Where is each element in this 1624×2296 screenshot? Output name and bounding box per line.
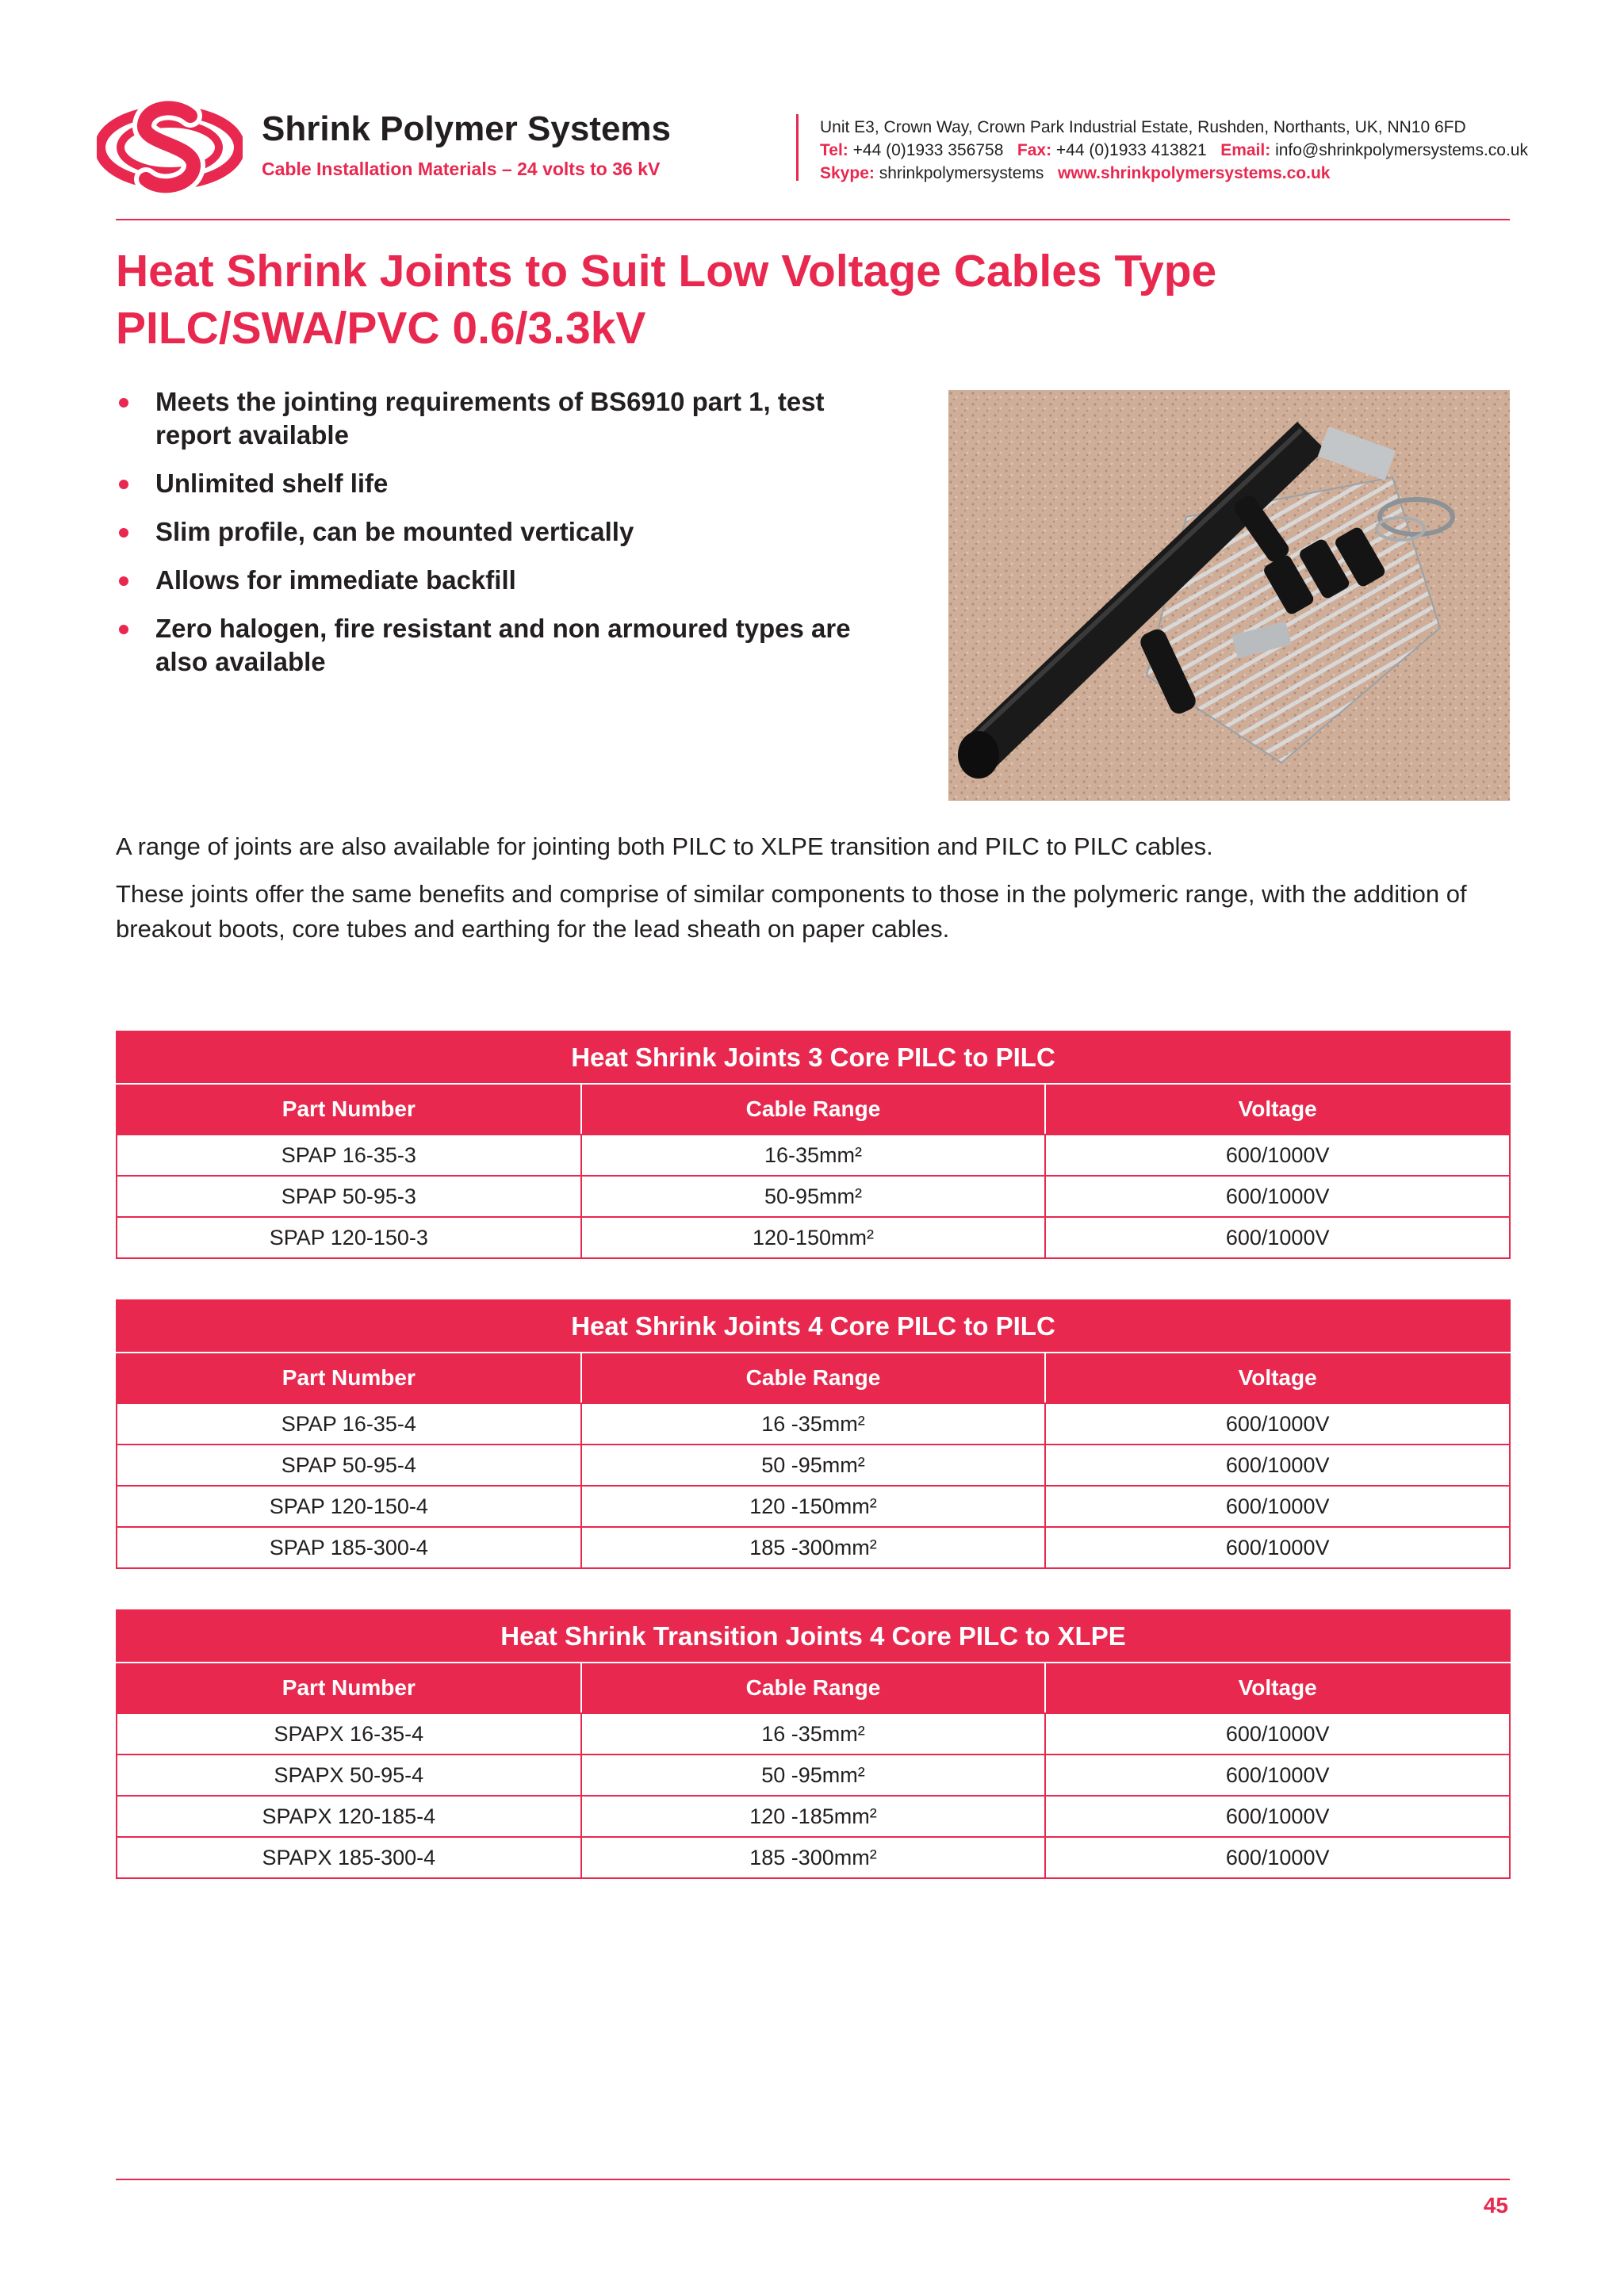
cell-cable-range: 120-150mm² (581, 1217, 1046, 1258)
table-caption: Heat Shrink Transition Joints 4 Core PILC to XLPE (117, 1610, 1510, 1663)
column-header-part-number: Part Number (117, 1084, 581, 1135)
skype-label: Skype: (820, 164, 875, 182)
spec-table-4-core-pilc (116, 1299, 1511, 1569)
feature-item: Unlimited shelf life (116, 467, 877, 500)
cell-part-number: SPAP 16-35-3 (117, 1135, 581, 1176)
cell-part-number: SPAP 16-35-4 (117, 1403, 581, 1445)
cell-part-number: SPAPX 16-35-4 (117, 1713, 581, 1755)
column-header-voltage: Voltage (1045, 1084, 1510, 1135)
website-link[interactable]: www.shrinkpolymersystems.co.uk (1057, 164, 1331, 182)
table-caption: Heat Shrink Joints 3 Core PILC to PILC (117, 1031, 1510, 1084)
cell-cable-range: 16 -35mm² (581, 1403, 1046, 1445)
cell-part-number: SPAP 50-95-4 (117, 1445, 581, 1486)
page-title-line-2: PILC/SWA/PVC 0.6/3.3kV (116, 303, 646, 354)
table-row (117, 1217, 1510, 1258)
email-link[interactable]: info@shrinkpolymersystems.co.uk (1275, 141, 1528, 159)
footer-rule (116, 2179, 1510, 2180)
company-name: Shrink Polymer Systems (262, 109, 672, 148)
cell-voltage: 600/1000V (1045, 1445, 1510, 1486)
header-rule (116, 219, 1510, 220)
contact-block (820, 116, 1528, 185)
cell-voltage: 600/1000V (1045, 1217, 1510, 1258)
column-header-cable-range: Cable Range (581, 1663, 1046, 1713)
column-header-voltage: Voltage (1045, 1353, 1510, 1403)
column-header-voltage: Voltage (1045, 1663, 1510, 1713)
feature-list (116, 385, 877, 694)
column-header-part-number: Part Number (117, 1353, 581, 1403)
table-row (117, 1445, 1510, 1486)
intro-paragraph: A range of joints are also available for jointing both PILC to XLPE transition and PILC to PILC cables. (116, 832, 1213, 860)
table-row (117, 1837, 1510, 1878)
cell-voltage: 600/1000V (1045, 1135, 1510, 1176)
cell-cable-range: 120 -150mm² (581, 1486, 1046, 1527)
table-row (117, 1527, 1510, 1568)
feature-item: Slim profile, can be mounted vertically (116, 515, 877, 549)
skype-web-line (820, 162, 1528, 185)
cell-voltage: 600/1000V (1045, 1837, 1510, 1878)
cell-part-number: SPAP 120-150-4 (117, 1486, 581, 1527)
spec-table-3-core-pilc (116, 1031, 1511, 1259)
column-header-cable-range: Cable Range (581, 1353, 1046, 1403)
spec-table-transition-pilc-xlpe (116, 1609, 1511, 1879)
cell-voltage: 600/1000V (1045, 1403, 1510, 1445)
table-row (117, 1796, 1510, 1837)
cell-cable-range: 185 -300mm² (581, 1837, 1046, 1878)
page-number: 45 (1483, 2193, 1508, 2218)
company-tagline: Cable Installation Materials – 24 volts to 36 kV (262, 159, 661, 179)
table-row (117, 1403, 1510, 1445)
fax-number: +44 (0)1933 413821 (1055, 141, 1207, 159)
cell-part-number: SPAPX 185-300-4 (117, 1837, 581, 1878)
tel-label: Tel: (820, 141, 848, 159)
table-row (117, 1755, 1510, 1796)
cell-part-number: SPAPX 120-185-4 (117, 1796, 581, 1837)
cell-cable-range: 50 -95mm² (581, 1445, 1046, 1486)
fax-label: Fax: (1017, 141, 1052, 159)
address: Unit E3, Crown Way, Crown Park Industrial Estate, Rushden, Northants, UK, NN10 6FD (820, 118, 1466, 136)
cell-part-number: SPAP 185-300-4 (117, 1527, 581, 1568)
cell-part-number: SPAP 120-150-3 (117, 1217, 581, 1258)
cell-cable-range: 50-95mm² (581, 1176, 1046, 1217)
benefits-paragraph: These joints offer the same benefits and comprise of similar components to those in the polymeric range, with the addition of breakout boots, core tubes and earthing for the lead sheath on paper cables. (116, 880, 1467, 943)
table-row (117, 1713, 1510, 1755)
column-header-part-number: Part Number (117, 1663, 581, 1713)
cell-voltage: 600/1000V (1045, 1176, 1510, 1217)
page-title-line-1: Heat Shrink Joints to Suit Low Voltage Cables Type (116, 246, 1217, 297)
feature-item: Zero halogen, fire resistant and non armoured types are also available (116, 612, 877, 679)
cell-voltage: 600/1000V (1045, 1796, 1510, 1837)
cell-cable-range: 120 -185mm² (581, 1796, 1046, 1837)
table-row (117, 1176, 1510, 1217)
page-title (116, 243, 1511, 357)
column-header-cable-range: Cable Range (581, 1084, 1046, 1135)
cell-part-number: SPAPX 50-95-4 (117, 1755, 581, 1796)
cell-voltage: 600/1000V (1045, 1486, 1510, 1527)
header-divider (796, 114, 799, 181)
cell-voltage: 600/1000V (1045, 1527, 1510, 1568)
product-photo (948, 390, 1510, 801)
cell-cable-range: 16-35mm² (581, 1135, 1046, 1176)
table-row (117, 1486, 1510, 1527)
skype-id: shrinkpolymersystems (879, 164, 1044, 182)
cell-cable-range: 185 -300mm² (581, 1527, 1046, 1568)
cell-cable-range: 16 -35mm² (581, 1713, 1046, 1755)
feature-item: Meets the jointing requirements of BS6910 part 1, test report available (116, 385, 877, 452)
company-logo (97, 98, 243, 197)
tel-number: +44 (0)1933 356758 (852, 141, 1004, 159)
cell-cable-range: 50 -95mm² (581, 1755, 1046, 1796)
table-caption: Heat Shrink Joints 4 Core PILC to PILC (117, 1300, 1510, 1353)
feature-item: Allows for immediate backfill (116, 564, 877, 597)
table-row (117, 1135, 1510, 1176)
phone-fax-email-line (820, 139, 1528, 162)
email-label: Email: (1220, 141, 1271, 159)
cell-voltage: 600/1000V (1045, 1755, 1510, 1796)
cell-voltage: 600/1000V (1045, 1713, 1510, 1755)
cell-part-number: SPAP 50-95-3 (117, 1176, 581, 1217)
